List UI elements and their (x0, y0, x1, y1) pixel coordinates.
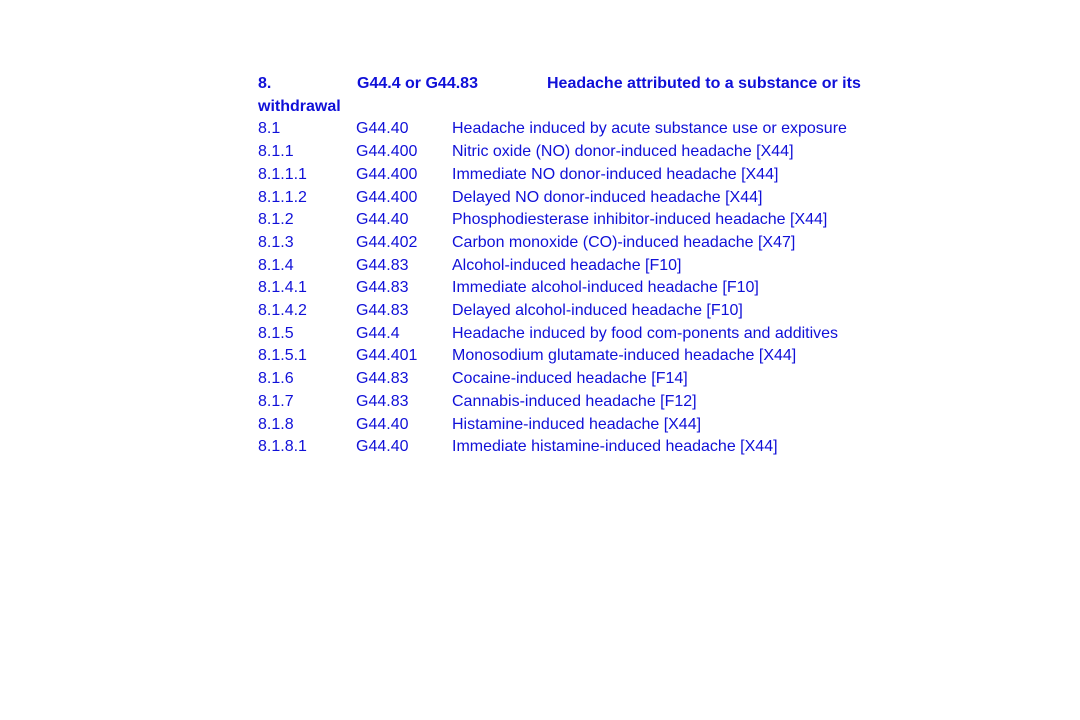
list-item (258, 118, 868, 141)
list-item (258, 209, 868, 232)
entry-code: 8.1.1.2 (258, 188, 307, 206)
entry-code: 8.1.5 (258, 324, 294, 342)
entry-title: Delayed NO donor-induced headache [X44] (452, 188, 763, 206)
icd-code: G44.4 or G44.83 (357, 75, 478, 92)
icd-code: G44.40 (356, 438, 409, 456)
list-item (258, 255, 868, 278)
entry-code: 8.1.8.1 (258, 438, 307, 456)
icd-code: G44.400 (356, 143, 418, 161)
list-item (258, 391, 868, 414)
entry-code: 8.1.4 (258, 256, 294, 274)
list-item (258, 277, 868, 300)
list-item (258, 187, 868, 210)
entry-code: 8.1.3 (258, 233, 294, 251)
entry-code: 8. (258, 75, 272, 92)
icd-code: G44.83 (356, 279, 409, 297)
entry-title: Immediate NO donor-induced headache [X44] (452, 165, 779, 183)
icd-code: G44.402 (356, 233, 418, 251)
list-item (258, 436, 868, 459)
entry-title: Alcohol-induced headache [F10] (452, 256, 682, 274)
list-item (258, 345, 868, 368)
list-heading (258, 73, 868, 118)
icd-code: G44.4 (356, 324, 400, 342)
entry-title: Nitric oxide (NO) donor-induced headache [X44] (452, 143, 794, 161)
entry-code: 8.1.6 (258, 370, 294, 388)
entry-code: 8.1.7 (258, 392, 294, 410)
classification-list (258, 73, 868, 459)
icd-code: G44.83 (356, 256, 409, 274)
entry-title: Cocaine-induced headache [F14] (452, 370, 688, 388)
entry-code: 8.1.4.1 (258, 279, 307, 297)
entry-title: Headache induced by food com-ponents and additives (452, 324, 839, 342)
entry-title: Delayed alcohol-induced headache [F10] (452, 302, 743, 320)
icd-code: G44.40 (356, 120, 409, 138)
entry-code: 8.1.5.1 (258, 347, 307, 365)
entry-code: 8.1.1 (258, 143, 294, 161)
icd-code: G44.83 (356, 392, 409, 410)
icd-code: G44.83 (356, 302, 409, 320)
entry-title: Immediate histamine-induced headache [X44] (452, 438, 778, 456)
entries (258, 118, 868, 459)
entry-title: Histamine-induced headache [X44] (452, 415, 702, 433)
entry-title: Phosphodiesterase inhibitor-induced headache [X44] (452, 211, 828, 229)
icd-code: G44.40 (356, 211, 409, 229)
entry-title: Carbon monoxide (CO)-induced headache [X47] (452, 233, 796, 251)
list-item (258, 414, 868, 437)
icd-code: G44.400 (356, 188, 418, 206)
icd-code: G44.400 (356, 165, 418, 183)
icd-code: G44.40 (356, 415, 409, 433)
entry-code: 8.1 (258, 120, 281, 138)
entry-code: 8.1.2 (258, 211, 294, 229)
entry-code: 8.1.4.2 (258, 302, 307, 320)
entry-title: Monosodium glutamate-induced headache [X44] (452, 347, 797, 365)
list-item (258, 141, 868, 164)
icd-code: G44.401 (356, 347, 418, 365)
list-item (258, 164, 868, 187)
entry-title: Cannabis-induced headache [F12] (452, 392, 697, 410)
list-item (258, 300, 868, 323)
entry-code: 8.1.1.1 (258, 165, 307, 183)
entry-code: 8.1.8 (258, 415, 294, 433)
entry-title: Immediate alcohol-induced headache [F10] (452, 279, 759, 297)
entry-title: Headache attributed to a substance or its withdrawal (258, 75, 861, 115)
list-item (258, 368, 868, 391)
list-item (258, 323, 868, 346)
entry-title: Headache induced by acute substance use or exposure (452, 120, 847, 138)
list-item (258, 232, 868, 255)
icd-code: G44.83 (356, 370, 409, 388)
